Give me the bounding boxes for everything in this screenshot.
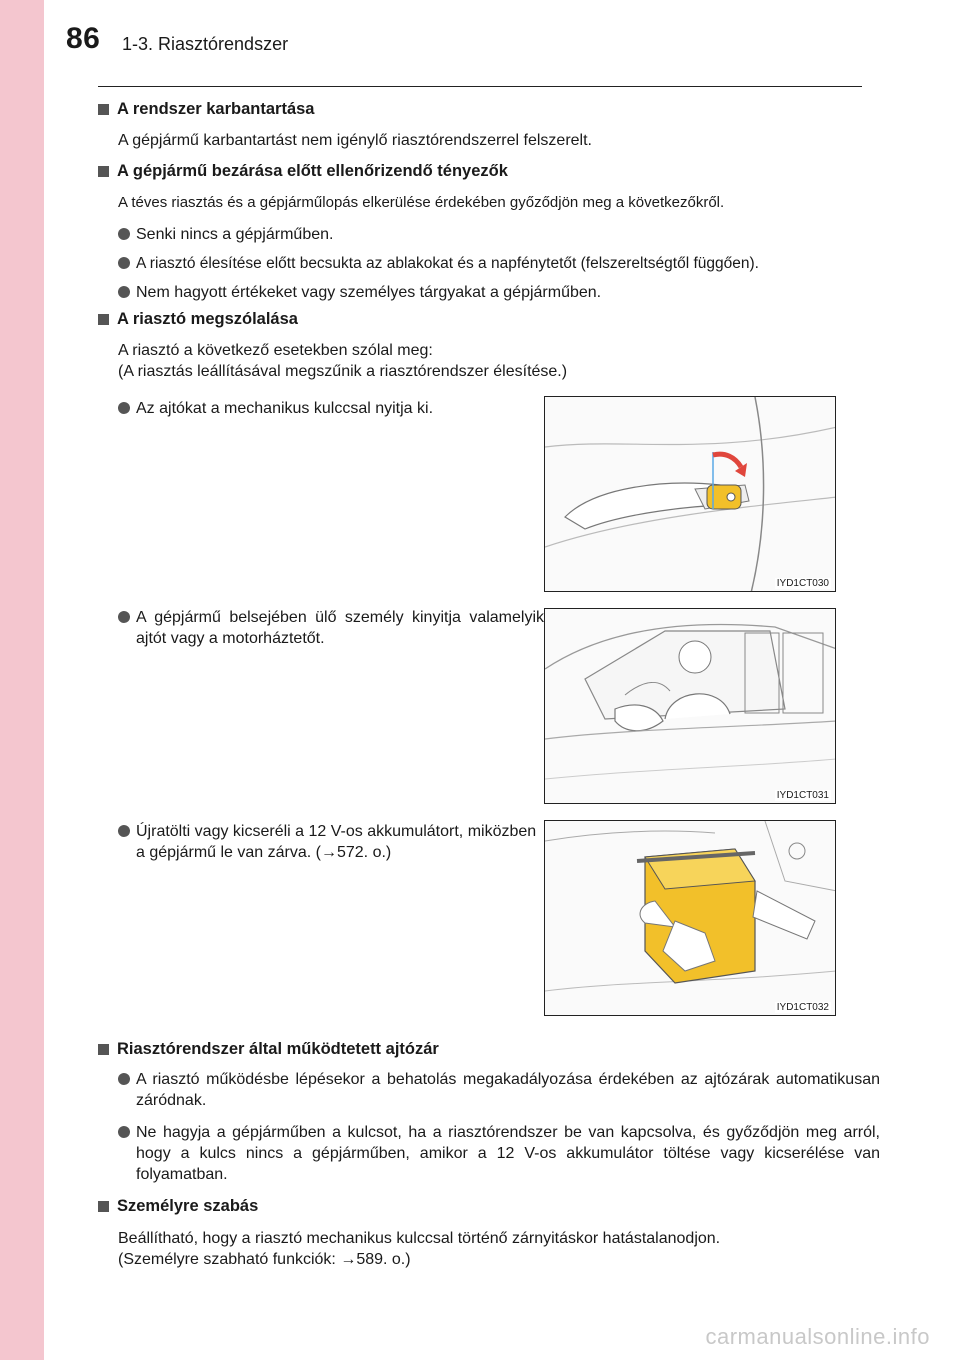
page-number: 86 — [66, 22, 101, 55]
list-item: Nem hagyott értékeket vagy személyes tárgyakat a gépjárműben. — [118, 282, 601, 303]
person-in-car-drawing — [545, 609, 836, 804]
list-item: Senki nincs a gépjárműben. — [118, 224, 333, 245]
image-code: IYD1CT032 — [776, 1002, 829, 1013]
round-bullet-icon — [118, 228, 130, 240]
image-code: IYD1CT031 — [776, 790, 829, 801]
round-bullet-icon — [118, 286, 130, 298]
round-bullet-icon — [118, 257, 130, 269]
round-bullet-icon — [118, 825, 130, 837]
square-bullet-icon — [98, 1201, 109, 1212]
round-bullet-icon — [118, 1126, 130, 1138]
list-item: A riasztó élesítése előtt becsukta az ablakokat és a napfénytetőt (felszereltségtől függően). — [118, 253, 759, 274]
list-item: Ne hagyja a gépjárműben a kulcsot, ha a riasztórendszer be van kapcsolva, és győződjön meg arról, hogy a kulcs nincs a gépjárműben, amikor a 12 V-os akkumulátor töltése vagy kicserélése van folyamatban. — [118, 1122, 880, 1185]
square-bullet-icon — [98, 1044, 109, 1055]
heading-maintenance: A rendszer karbantartása — [98, 100, 314, 119]
door-handle-key-drawing — [545, 397, 836, 592]
list-item: A gépjármű belsejében ülő személy kinyitja valamelyik ajtót vagy a motorháztetőt. — [118, 607, 544, 649]
maintenance-text: A gépjármű karbantartást nem igénylő riasztórendszerrel felszerelt. — [118, 132, 592, 149]
page-side-tab — [0, 0, 44, 1360]
illustration-door-key — [544, 396, 836, 592]
heading-door-lock: Riasztórendszer által működtetett ajtózár — [98, 1040, 439, 1059]
list-item: Az ajtókat a mechanikus kulccsal nyitja ki. — [118, 398, 433, 419]
round-bullet-icon — [118, 402, 130, 414]
illustration-battery — [544, 820, 836, 1016]
square-bullet-icon — [98, 166, 109, 177]
list-item: Újratölti vagy kicseréli a 12 V-os akkumulátort, miközben a gépjármű le van zárva. (→572. o.) — [118, 821, 544, 863]
customization-text-line: (Személyre szabható funkciók: →589. o.) — [118, 1251, 411, 1268]
round-bullet-icon — [118, 611, 130, 623]
battery-replacement-drawing — [545, 821, 836, 1016]
heading-customization: Személyre szabás — [98, 1197, 258, 1216]
alarm-text-line: (A riasztás leállításával megszűnik a riasztórendszer élesítése.) — [118, 363, 568, 380]
illustration-person-in-car — [544, 608, 836, 804]
section-title: 1-3. Riasztórendszer — [122, 34, 289, 54]
watermark: carmanualsonline.info — [705, 1324, 930, 1349]
header-rule — [98, 86, 862, 87]
customization-text-line: Beállítható, hogy a riasztó mechanikus kulccsal történő zárnyitáskor hatástalanodjon. — [118, 1230, 721, 1247]
alarm-text-line: A riasztó a következő esetekben szólal meg: — [118, 342, 433, 359]
heading-alarm-sounds: A riasztó megszólalása — [98, 310, 298, 329]
square-bullet-icon — [98, 314, 109, 325]
image-code: IYD1CT030 — [776, 578, 829, 589]
round-bullet-icon — [118, 1073, 130, 1085]
heading-before-locking: A gépjármű bezárása előtt ellenőrizendő tényezők — [98, 162, 508, 181]
square-bullet-icon — [98, 104, 109, 115]
list-item: A riasztó működésbe lépésekor a behatolás megakadályozása érdekében az ajtózárak automatikusan záródnak. — [118, 1069, 880, 1111]
before-locking-text: A téves riasztás és a gépjárműlopás elkerülése érdekében győződjön meg a következőkről. — [118, 194, 725, 211]
